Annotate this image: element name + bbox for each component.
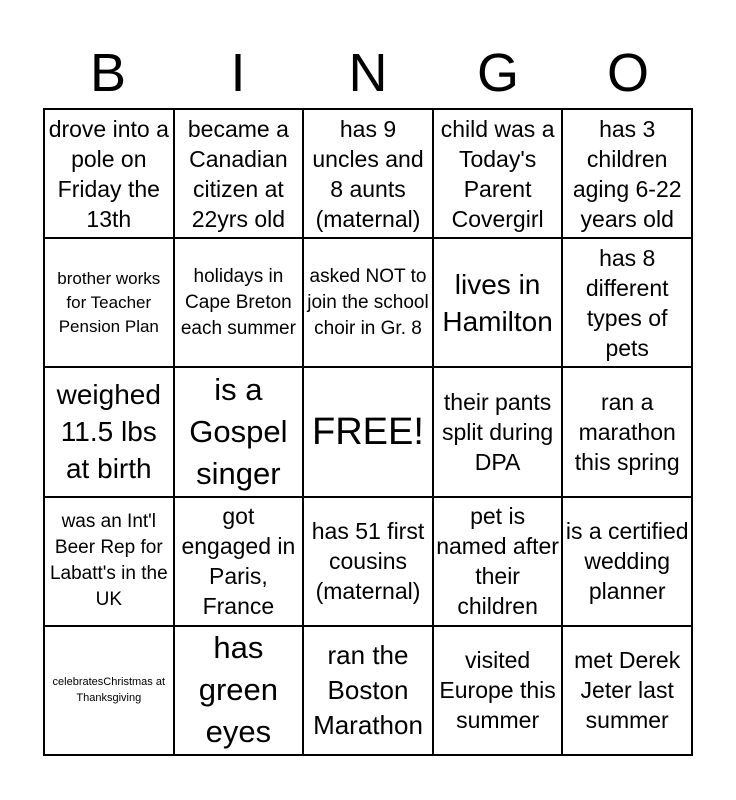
cell-text: ran the Boston Marathon xyxy=(313,639,423,740)
cell-text: celebratesChristmas at Thanksgiving xyxy=(52,676,166,705)
header-letter-i: I xyxy=(230,43,246,103)
cell-text: holidays in Cape Breton each summer xyxy=(180,265,296,339)
header-letter-n: N xyxy=(348,43,388,103)
bingo-cell-r1c5[interactable] xyxy=(562,109,692,238)
bingo-cell-r4c2[interactable] xyxy=(174,497,304,626)
cell-text: drove into a pole on Friday the 13th xyxy=(48,115,169,232)
bingo-cell-r5c1[interactable] xyxy=(44,626,174,755)
cell-text: has 3 children aging 6-22 years old xyxy=(572,115,682,232)
cell-text: weighed 11.5 lbs at birth xyxy=(56,379,161,485)
cell-text: child was a Today's Parent Covergirl xyxy=(440,115,555,232)
bingo-cell-r4c5[interactable] xyxy=(562,497,692,626)
free-space-text: FREE! xyxy=(312,410,424,453)
header-letter-o: O xyxy=(606,43,649,103)
bingo-header xyxy=(43,38,693,108)
cell-text: visited Europe this summer xyxy=(439,647,556,734)
bingo-cell-r3c2[interactable] xyxy=(174,367,304,496)
bingo-cell-r2c5[interactable] xyxy=(562,238,692,367)
bingo-cell-r4c1[interactable] xyxy=(44,497,174,626)
cell-text: ran a marathon this spring xyxy=(574,388,680,475)
header-letter-b: B xyxy=(89,43,127,103)
cell-text: is a Gospel singer xyxy=(189,371,288,491)
bingo-cell-r5c5[interactable] xyxy=(562,626,692,755)
cell-text: lives in Hamilton xyxy=(442,268,553,337)
bingo-cell-r2c2[interactable] xyxy=(174,238,304,367)
cell-text: has 51 first cousins (maternal) xyxy=(311,518,425,605)
cell-text: has green eyes xyxy=(198,630,279,750)
bingo-cell-r4c3[interactable] xyxy=(303,497,433,626)
bingo-cell-r2c4[interactable] xyxy=(433,238,563,367)
bingo-cell-r1c4[interactable] xyxy=(433,109,563,238)
cell-text: became a Canadian citizen at 22yrs old xyxy=(187,115,289,232)
bingo-cell-r5c3[interactable] xyxy=(303,626,433,755)
bingo-cell-r4c4[interactable] xyxy=(433,497,563,626)
cell-text: has 8 different types of pets xyxy=(585,244,669,361)
cell-text: met Derek Jeter last summer xyxy=(574,647,681,734)
cell-text: has 9 uncles and 8 aunts (maternal) xyxy=(312,115,424,232)
bingo-cell-r5c2[interactable] xyxy=(174,626,304,755)
cell-text: asked NOT to join the school choir in Gr. 8 xyxy=(307,265,429,339)
bingo-cell-r3c5[interactable] xyxy=(562,367,692,496)
bingo-cell-r3c1[interactable] xyxy=(44,367,174,496)
bingo-cell-r3c4[interactable] xyxy=(433,367,563,496)
cell-text: got engaged in Paris, France xyxy=(181,503,296,620)
bingo-cell-r1c1[interactable] xyxy=(44,109,174,238)
bingo-cell-r2c1[interactable] xyxy=(44,238,174,367)
bingo-cell-free[interactable] xyxy=(303,367,433,496)
bingo-cell-r1c3[interactable] xyxy=(303,109,433,238)
bingo-cell-r2c3[interactable] xyxy=(303,238,433,367)
cell-text: was an Int'l Beer Rep for Labatt's in the UK xyxy=(49,511,168,611)
cell-text: pet is named after their children xyxy=(436,503,559,620)
header-letter-g: G xyxy=(476,43,519,103)
bingo-cell-r1c2[interactable] xyxy=(174,109,304,238)
cell-text: is a certified wedding planner xyxy=(565,518,689,605)
cell-text: brother works for Teacher Pension Plan xyxy=(57,268,161,336)
cell-text: their pants split during DPA xyxy=(441,388,554,475)
bingo-card xyxy=(43,108,693,756)
bingo-cell-r5c4[interactable] xyxy=(433,626,563,755)
